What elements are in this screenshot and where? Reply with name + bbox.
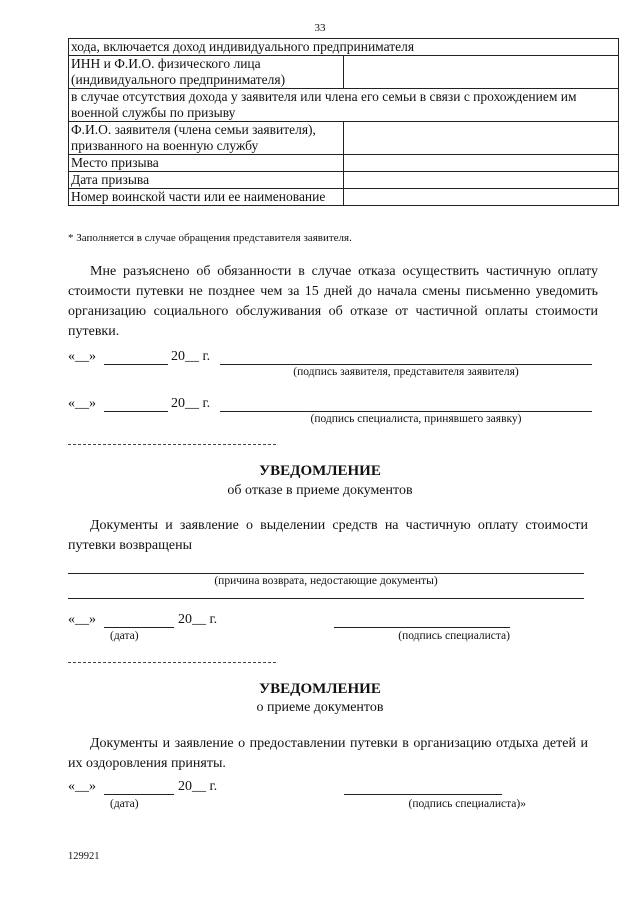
footnote: * Заполняется в случае обращения представителя заявителя. xyxy=(68,232,352,244)
table-cell-value[interactable] xyxy=(344,122,619,155)
date-open: «__» xyxy=(68,396,96,411)
acceptance-notice-subtitle: о приеме документов xyxy=(256,700,384,715)
date-year: 20__ г. xyxy=(171,396,211,411)
document-number: 129921 xyxy=(68,851,100,862)
cut-line xyxy=(68,444,276,445)
date-month-line[interactable] xyxy=(104,627,174,628)
return-reason-line-2[interactable] xyxy=(68,598,584,599)
date-caption: (дата) xyxy=(110,798,139,810)
applicant-signature-line[interactable] xyxy=(220,364,592,365)
specialist-signature-caption: (подпись специалиста)» xyxy=(408,798,526,810)
refusal-notice-text: Документы и заявление о выделении средств на частичную оплату стоимости путевки возвращены xyxy=(68,518,588,553)
date-year: 20__ г. xyxy=(171,349,211,364)
table-cell-value[interactable] xyxy=(344,56,619,89)
table-row xyxy=(69,89,619,122)
return-reason-caption: (причина возврата, недостающие документы) xyxy=(214,575,438,587)
acceptance-notice-text: Документы и заявление о предоставлении путевки в организацию отдыха детей и их оздоровления приняты. xyxy=(68,736,588,771)
date-open: «__» xyxy=(68,349,96,364)
refusal-notice-subtitle: об отказе в приеме документов xyxy=(227,483,413,498)
date-month-line[interactable] xyxy=(104,794,174,795)
table-cell-label: Ф.И.О. заявителя (члена семьи заявителя), призванного на военную службу xyxy=(69,122,344,155)
cut-line xyxy=(68,662,276,663)
explanation-paragraph: Мне разъяснено об обязанности в случае отказа осуществить частичную оплату стоимости путевки не позднее чем за 15 дней до начала смены письменно уведомить организацию социального обслуживания об отказе от частичной оплаты стоимости путевки. xyxy=(68,264,598,339)
table-cell-value[interactable] xyxy=(344,189,619,206)
specialist-signature-line[interactable] xyxy=(334,627,510,628)
table-row xyxy=(69,56,619,89)
table-cell-label: Номер воинской части или ее наименование xyxy=(69,189,344,206)
date-caption: (дата) xyxy=(110,630,139,642)
table-cell-value[interactable] xyxy=(344,172,619,189)
applicant-signature-caption: (подпись заявителя, представителя заявителя) xyxy=(293,366,519,378)
specialist-signature-line[interactable] xyxy=(344,794,502,795)
table-row xyxy=(69,155,619,172)
refusal-notice-title: УВЕДОМЛЕНИЕ xyxy=(259,463,381,479)
date-year: 20__ г. xyxy=(178,612,218,627)
table-cell-label: хода, включается доход индивидуального предпринимателя xyxy=(69,39,619,56)
date-open: «__» xyxy=(68,612,96,627)
specialist-signature-caption: (подпись специалиста) xyxy=(398,630,510,642)
specialist-signature-caption: (подпись специалиста, принявшего заявку) xyxy=(310,413,522,425)
table-cell-label: ИНН и Ф.И.О. физического лица (индивидуального предпринимателя) xyxy=(69,56,344,89)
table-row xyxy=(69,39,619,56)
specialist-signature-line[interactable] xyxy=(220,411,592,412)
table-row xyxy=(69,122,619,155)
date-month-line[interactable] xyxy=(104,364,168,365)
date-open: «__» xyxy=(68,779,96,794)
table-row xyxy=(69,189,619,206)
table-cell-value[interactable] xyxy=(344,155,619,172)
acceptance-notice-title: УВЕДОМЛЕНИЕ xyxy=(259,681,381,697)
date-year: 20__ г. xyxy=(178,779,218,794)
table-cell-label: Дата призыва xyxy=(69,172,344,189)
page-number: 33 xyxy=(314,22,326,34)
table-cell-label: Место призыва xyxy=(69,155,344,172)
table-cell-label: в случае отсутствия дохода у заявителя или члена его семьи в связи с прохождением им военной службы по призыву xyxy=(69,89,619,122)
applicant-info-table xyxy=(68,38,619,206)
return-reason-line[interactable] xyxy=(68,573,584,574)
date-month-line[interactable] xyxy=(104,411,168,412)
table-row xyxy=(69,172,619,189)
